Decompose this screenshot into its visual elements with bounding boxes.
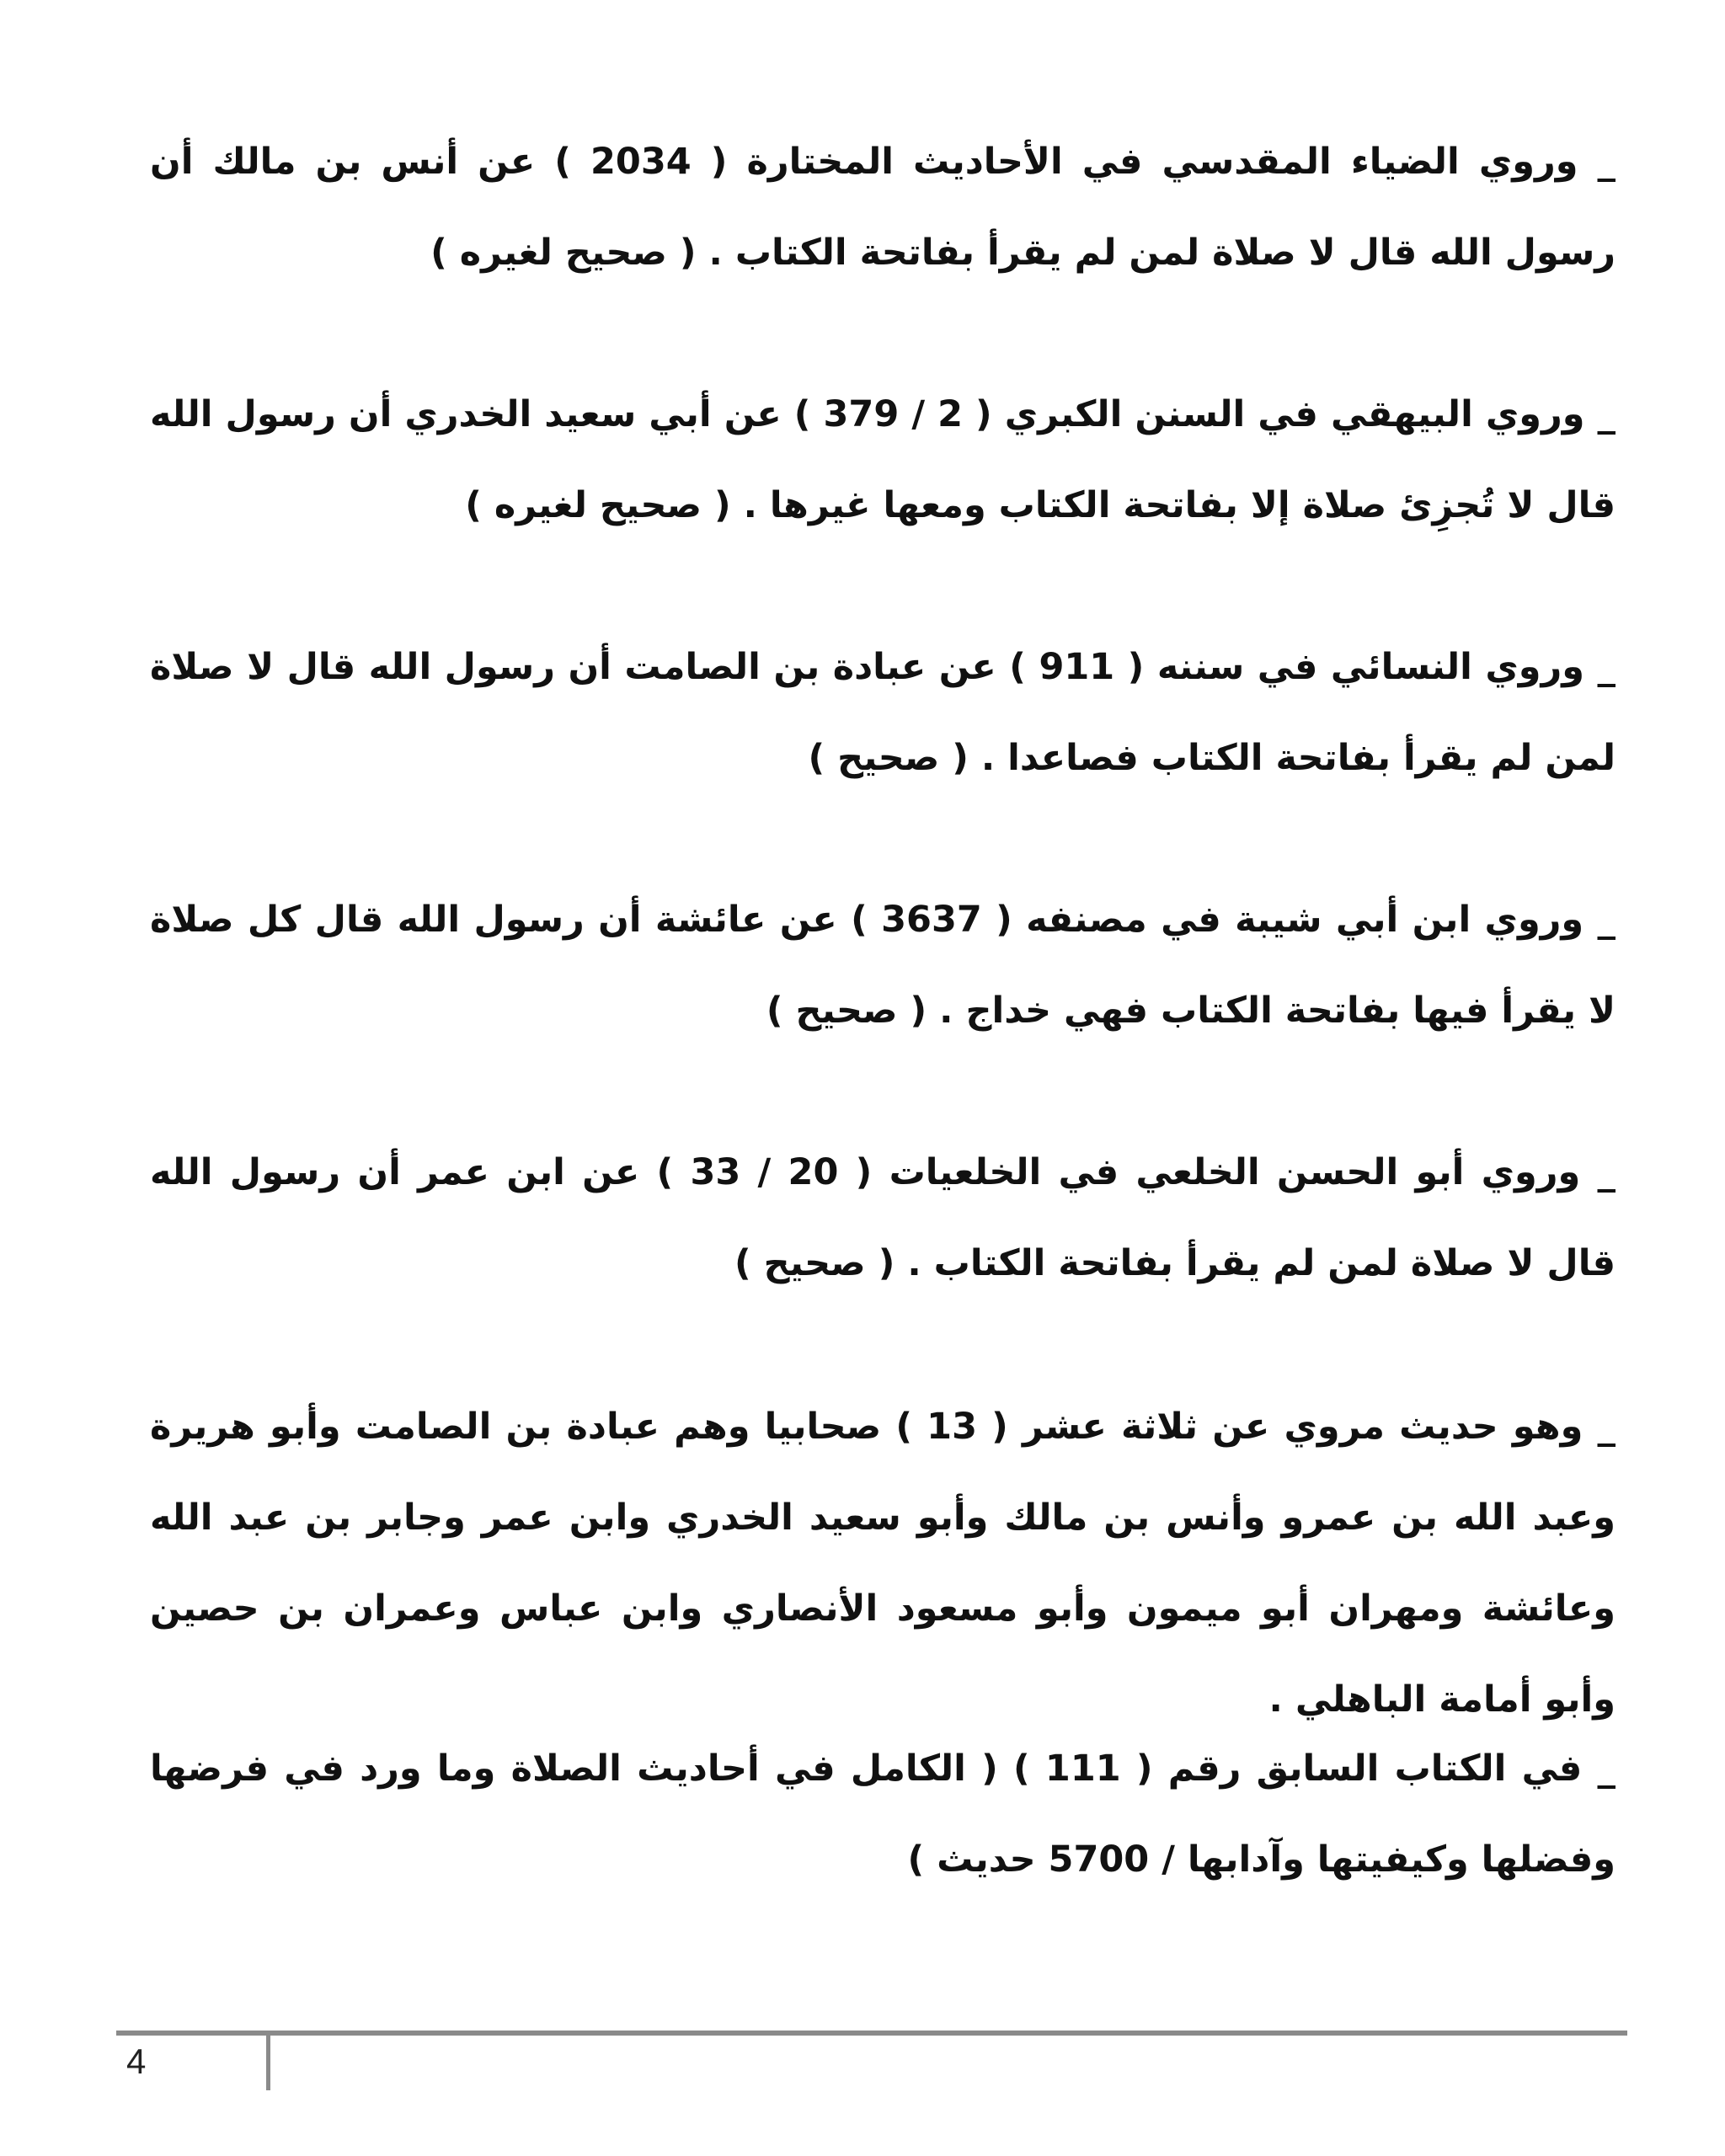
hadith-paragraph-1: _ وروي الضياء المقدسي في الأحاديث المختارة ( 2034 ) عن أنس بن مالك أن رسول الله قال لا صلاة لمن لم يقرأ بفاتحة الكتاب . ( صحيح لغيره ) bbox=[150, 141, 1616, 274]
hadith-paragraph-2: _ وروي البيهقي في السنن الكبري ( 2 / 379 ) عن أبي سعيد الخدري أن رسول الله قال لا تُجزِئ صلاة إلا بفاتحة الكتاب ومعها غيرها . ( صحيح لغيره ) bbox=[150, 393, 1616, 526]
page-number: 4 bbox=[126, 2041, 147, 2081]
hadith-paragraph-4: _ وروي ابن أبي شيبة في مصنفه ( 3637 ) عن عائشة أن رسول الله قال كل صلاة لا يقرأ فيها بفاتحة الكتاب فهي خداج . ( صحيح ) bbox=[150, 899, 1616, 1032]
hadith-paragraph-5: _ وروي أبو الحسن الخلعي في الخلعيات ( 20 / 33 ) عن ابن عمر أن رسول الله قال لا صلاة لمن لم يقرأ بفاتحة الكتاب . ( صحيح ) bbox=[150, 1151, 1616, 1284]
reference-paragraph: _ في الكتاب السابق رقم ( 111 ) ( الكامل في أحاديث الصلاة وما ورد في فرضها وفضلها وكيفيتها وآدابها / 5700 حديث ) bbox=[150, 1748, 1616, 1881]
footer-divider-tick bbox=[266, 2033, 270, 2090]
hadith-paragraph-3: _ وروي النسائي في سننه ( 911 ) عن عبادة بن الصامت أن رسول الله قال لا صلاة لمن لم يقرأ بفاتحة الكتاب فصاعدا . ( صحيح ) bbox=[150, 646, 1616, 779]
footer-rule bbox=[116, 2031, 1627, 2036]
narrators-paragraph: _ وهو حديث مروي عن ثلاثة عشر ( 13 ) صحابيا وهم عبادة بن الصامت وأبو هريرة وعبد الله بن عمرو وأنس بن مالك وأبو سعيد الخدري وابن عمر وجابر بن عبد الله وعائشة ومهران أبو ميمون وأبو مسعود الأنصاري وابن عباس وعمران بن حصين وأبو أمامة الباهلي . bbox=[150, 1406, 1616, 1721]
